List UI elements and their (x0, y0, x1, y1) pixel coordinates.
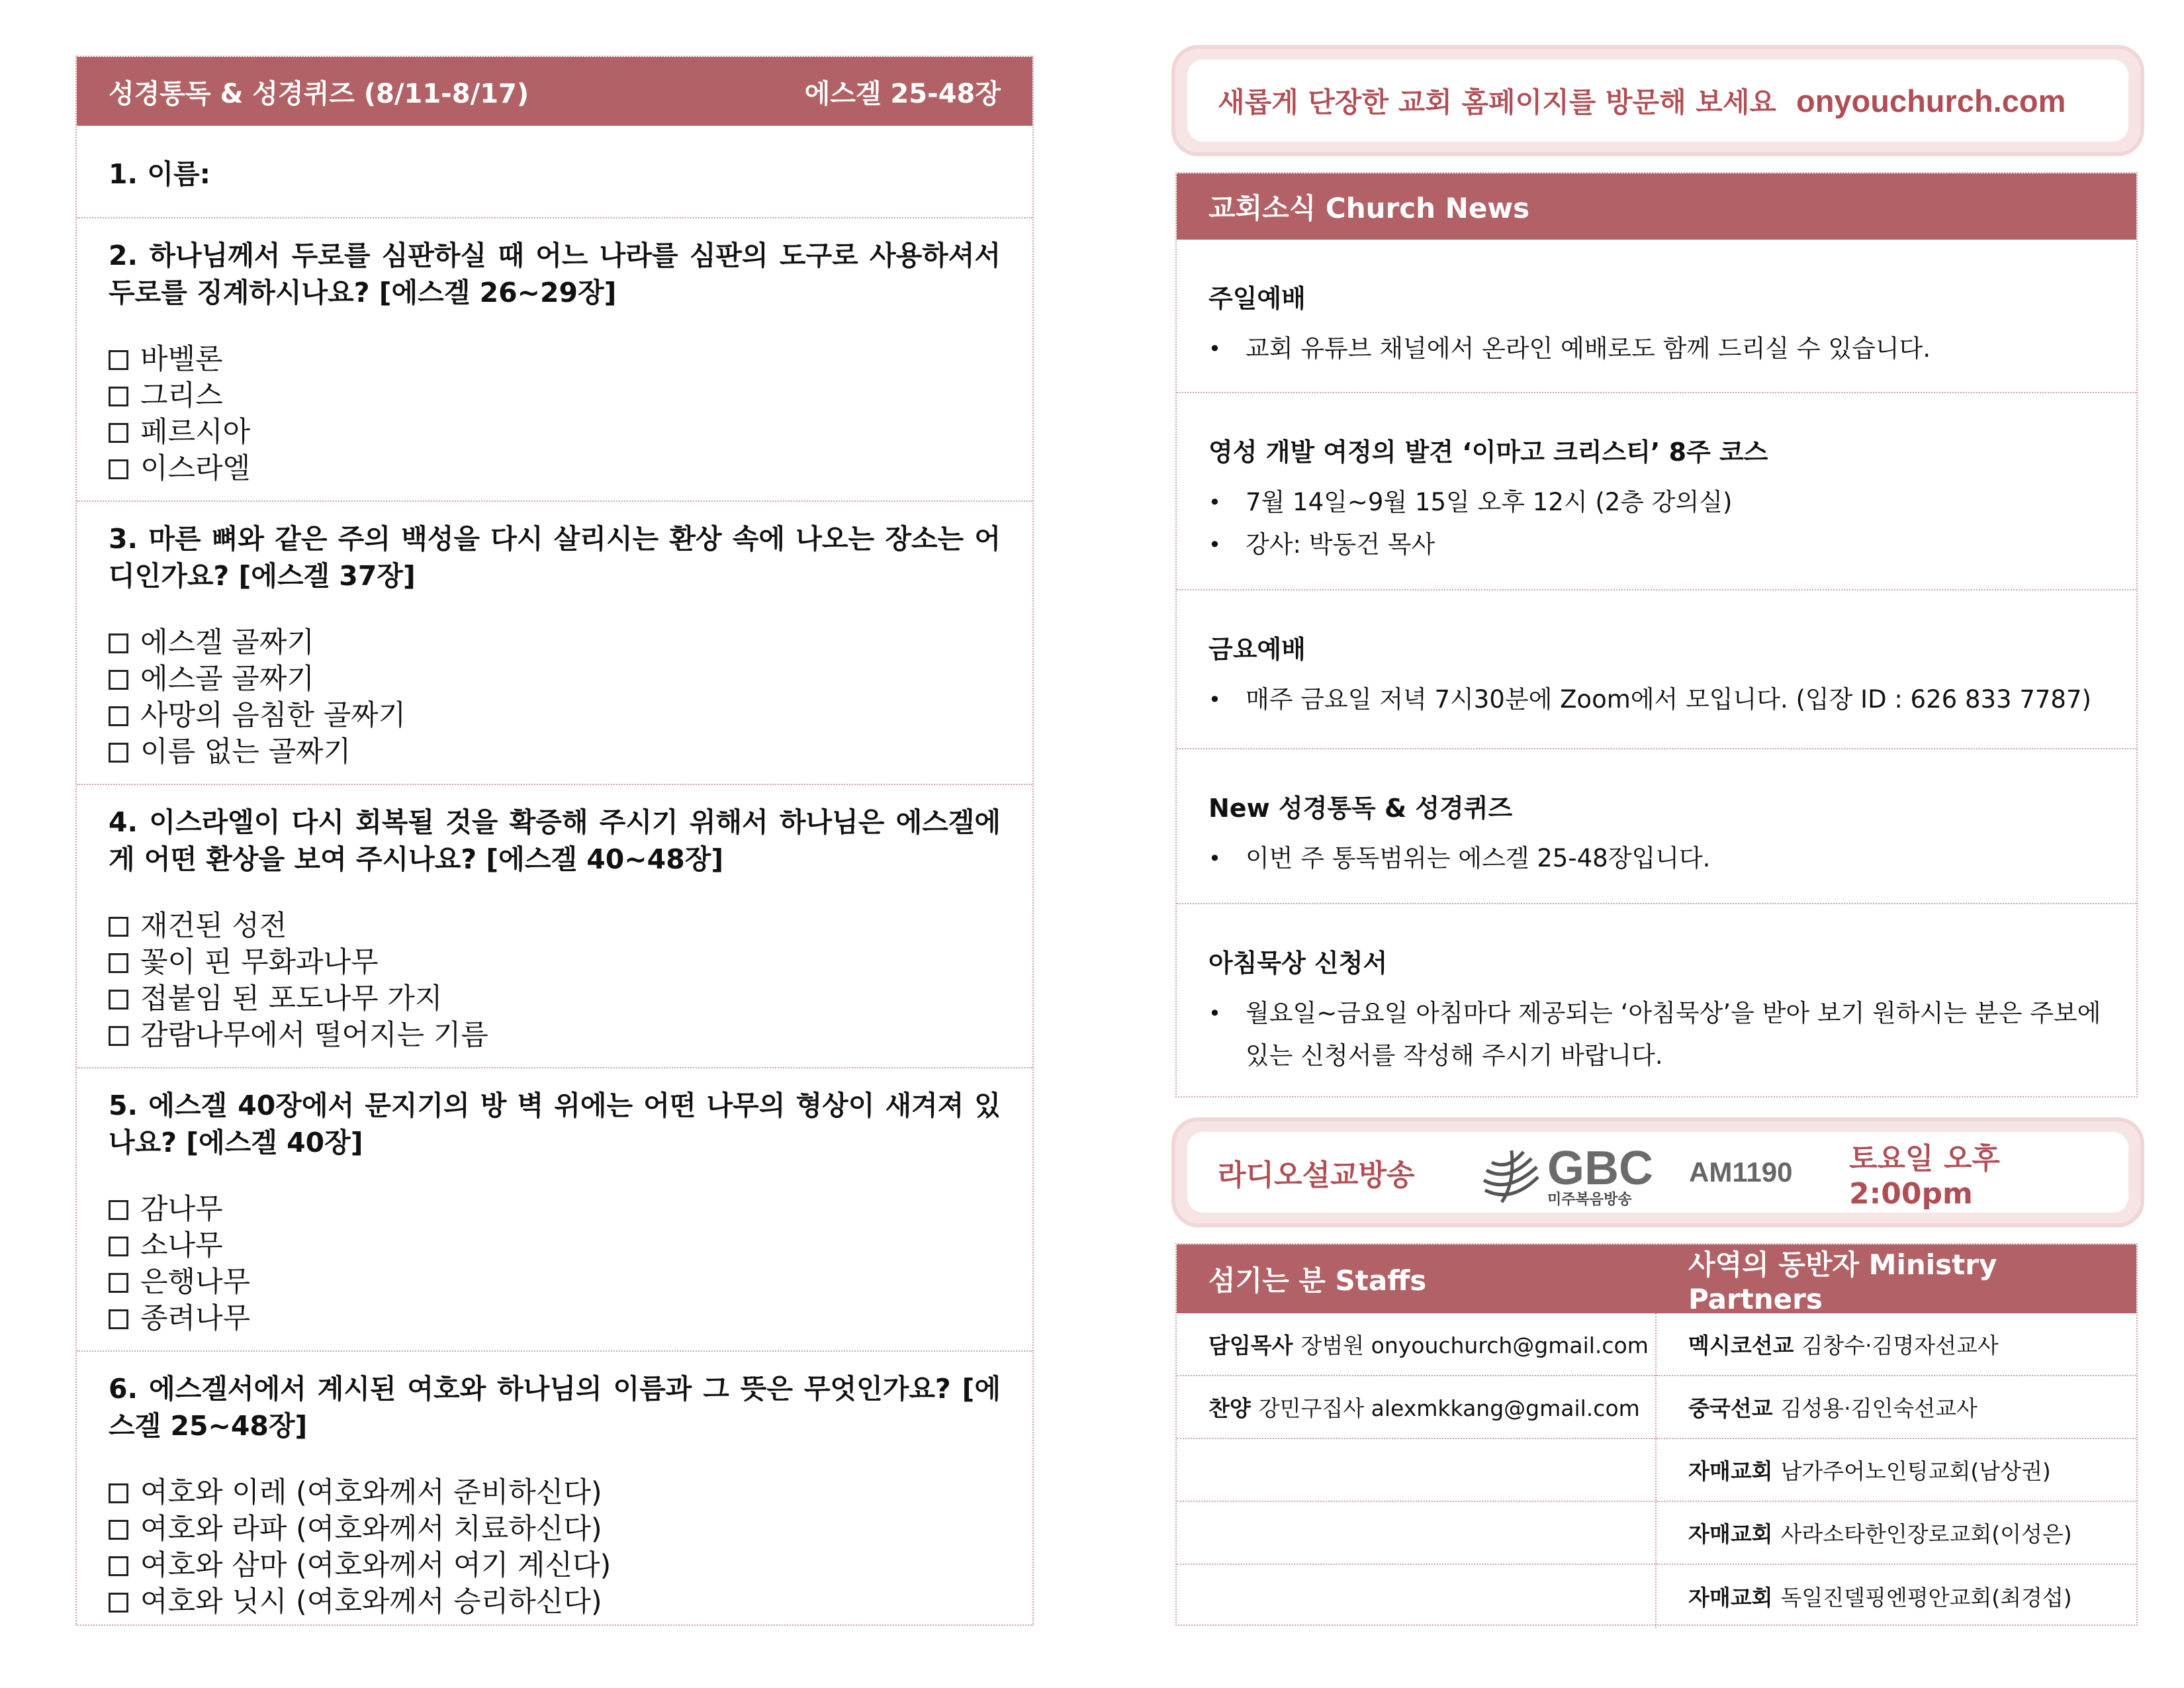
checkbox[interactable] (109, 350, 128, 370)
option[interactable] (109, 945, 1001, 981)
option-label: 그리스 (140, 379, 223, 412)
checkbox[interactable] (109, 1309, 128, 1329)
checkbox[interactable] (109, 387, 128, 406)
staff-row (1177, 1376, 1655, 1439)
gbc-letters: GBC (1547, 1142, 1653, 1195)
news-item (1208, 328, 2105, 370)
option-label: 감나무 (140, 1193, 223, 1226)
option[interactable] (109, 342, 1001, 378)
partner-role: 멕시코선교 (1688, 1333, 1794, 1358)
staff-row (1177, 1565, 1655, 1628)
option[interactable] (109, 1301, 1001, 1337)
checkbox[interactable] (109, 1200, 128, 1220)
question-text: 5. 에스겔 40장에서 문지기의 방 벽 위에는 어떤 나무의 형상이 새겨져 있나요? [에스겔 40장] (109, 1090, 1001, 1158)
staff-grid (1177, 1313, 2136, 1628)
news-morning-devotion (1177, 904, 2136, 1096)
news-item (1208, 524, 2105, 566)
partner-role: 자매교회 (1688, 1585, 1773, 1611)
staff-column (1177, 1313, 1657, 1628)
checkbox[interactable] (109, 633, 128, 653)
option[interactable] (109, 1228, 1001, 1264)
church-news-header: 교회소식 Church News (1177, 173, 2136, 240)
checkbox[interactable] (109, 953, 128, 973)
radio-label: 라디오설교방송 (1218, 1158, 1415, 1192)
globe-icon (1479, 1144, 1545, 1210)
option[interactable] (109, 451, 1001, 487)
option-label: 꽃이 핀 무화과나무 (140, 946, 379, 979)
option-label: 소나무 (140, 1229, 223, 1262)
option[interactable] (109, 1017, 1001, 1054)
news-friday-worship (1177, 590, 2136, 749)
question-text: 4. 이스라엘이 다시 회복될 것을 확증해 주시기 위해서 하나님은 에스겔에게 어떤 환상을 보여 주시나요? [에스겔 40~48장] (109, 806, 1001, 875)
bullet-icon: • (1208, 687, 1221, 712)
question-3 (77, 502, 1032, 785)
news-title: 아침묵상 신청서 (1208, 949, 1388, 978)
option-label: 에스겔 골짜기 (140, 626, 314, 659)
news-sunday-worship (1177, 240, 2136, 393)
partner-role: 중국선교 (1688, 1395, 1773, 1421)
option-label: 에스골 골짜기 (140, 663, 314, 696)
homepage-banner (1171, 45, 2144, 156)
partner-role: 자매교회 (1688, 1521, 1773, 1547)
news-item (1208, 481, 2105, 524)
checkbox[interactable] (109, 1483, 128, 1503)
checkbox[interactable] (109, 1593, 128, 1613)
question-5 (77, 1068, 1032, 1352)
news-item-text: 교회 유튜브 채널에서 온라인 예배로도 함께 드리실 수 있습니다. (1246, 334, 1931, 363)
partner-row (1657, 1565, 2136, 1628)
option[interactable] (109, 734, 1001, 771)
option[interactable] (109, 414, 1001, 451)
radio-time: 토요일 오후 2:00pm (1849, 1141, 2000, 1211)
gbc-logo (1479, 1144, 1653, 1210)
homepage-banner-inner (1187, 60, 2128, 142)
option-label: 여호와 이레 (여호와께서 준비하신다) (140, 1476, 602, 1509)
staff-detail: 강민구집사 alexmkkang@gmail.com (1258, 1395, 1640, 1421)
option-label: 페르시아 (140, 416, 251, 449)
option-label: 여호와 닛시 (여호와께서 승리하신다) (140, 1585, 602, 1618)
option[interactable] (109, 1548, 1001, 1584)
question-6 (77, 1352, 1032, 1632)
bullet-icon: • (1208, 490, 1221, 515)
question-text: 2. 하나님께서 두로를 심판하실 때 어느 나라를 심판의 도구로 사용하셔서 두로를 징계하시나요? [에스겔 26~29장] (109, 240, 1001, 308)
staff-role: 담임목사 (1208, 1333, 1293, 1358)
checkbox[interactable] (109, 1273, 128, 1293)
quiz-range: 에스겔 25-48장 (804, 78, 1001, 109)
gbc-logo-text (1547, 1142, 1653, 1209)
partner-role: 자매교회 (1688, 1458, 1773, 1484)
news-title: 금요예배 (1208, 635, 1306, 664)
gbc-subtitle: 미주복음방송 (1547, 1192, 1632, 1208)
bullet-icon: • (1208, 1001, 1221, 1026)
partners-column (1657, 1313, 2136, 1628)
option-label: 은행나무 (140, 1266, 251, 1299)
partner-detail: 독일진델핑엔평안교회(최경섭) (1780, 1585, 2072, 1611)
radio-frequency: AM1190 (1689, 1156, 1793, 1188)
option[interactable] (109, 698, 1001, 734)
partner-detail: 김성용·김인숙선교사 (1780, 1395, 1978, 1421)
checkbox[interactable] (109, 1026, 128, 1046)
bullet-icon: • (1208, 532, 1221, 557)
radio-banner (1171, 1117, 2144, 1227)
checkbox[interactable] (109, 1237, 128, 1256)
staff-role: 찬양 (1208, 1395, 1251, 1421)
option[interactable] (109, 1584, 1001, 1620)
option-label: 여호와 라파 (여호와께서 치료하신다) (140, 1513, 602, 1546)
question-4 (77, 785, 1032, 1068)
option-label: 감람나무에서 떨어지는 기름 (140, 1019, 488, 1052)
news-imago-christi (1177, 393, 2136, 590)
bullet-icon: • (1208, 846, 1221, 871)
question-text: 3. 마른 뼈와 같은 주의 백성을 다시 살리시는 환상 속에 나오는 장소는 어디인가요? [에스겔 37장] (109, 523, 1001, 592)
bullet-icon: • (1208, 336, 1221, 361)
quiz-panel (75, 56, 1034, 1626)
option[interactable] (109, 378, 1001, 414)
news-item (1208, 837, 2105, 880)
church-news-panel (1175, 172, 2138, 1098)
option[interactable] (109, 1511, 1001, 1548)
checkbox[interactable] (109, 670, 128, 690)
option[interactable] (109, 1475, 1001, 1511)
partner-row (1657, 1376, 2136, 1439)
option[interactable] (109, 1192, 1001, 1228)
checkbox[interactable] (109, 990, 128, 1009)
question-text: 6. 에스겔서에서 계시된 여호와 하나님의 이름과 그 뜻은 무엇인가요? [에스겔 25~48장] (109, 1373, 1001, 1442)
checkbox[interactable] (109, 459, 128, 479)
option-label: 여호와 삼마 (여호와께서 여기 계신다) (140, 1549, 612, 1582)
quiz-title: 성경통독 & 성경퀴즈 (8/11-8/17) (109, 78, 529, 109)
option[interactable] (109, 661, 1001, 698)
news-item-text: 7월 14일~9월 15일 오후 12시 (2층 강의실) (1246, 488, 1733, 516)
news-title: New 성경통독 & 성경퀴즈 (1208, 794, 1513, 823)
staff-header-right: 사역의 동반자 Ministry Partners (1688, 1248, 1997, 1315)
option[interactable] (109, 981, 1001, 1017)
news-item (1208, 679, 2105, 721)
option[interactable] (109, 908, 1001, 945)
staff-panel (1175, 1243, 2138, 1626)
checkbox[interactable] (109, 917, 128, 937)
news-item-text: 이번 주 통독범위는 에스겔 25-48장입니다. (1246, 844, 1711, 872)
partner-detail: 김창수·김명자선교사 (1801, 1333, 1999, 1358)
option-label: 바벨론 (140, 343, 223, 376)
option-label: 재건된 성전 (140, 910, 287, 943)
news-title: 주일예배 (1208, 284, 1306, 313)
option-label: 종려나무 (140, 1302, 251, 1335)
name-label: 1. 이름: (109, 158, 210, 190)
checkbox[interactable] (109, 1520, 128, 1540)
option-label: 이름 없는 골짜기 (140, 735, 351, 769)
checkbox[interactable] (109, 1556, 128, 1576)
checkbox[interactable] (109, 423, 128, 443)
staff-detail: 장범원 onyouchurch@gmail.com (1300, 1333, 1649, 1358)
staff-row (1177, 1313, 1655, 1376)
news-item-text: 매주 금요일 저녁 7시30분에 Zoom에서 모입니다. (입장 ID : 626 833 7787) (1246, 685, 2091, 714)
checkbox[interactable] (109, 706, 128, 726)
quiz-header (77, 57, 1032, 126)
staff-header (1177, 1244, 2136, 1313)
partner-detail: 사라소타한인장로교회(이성은) (1780, 1521, 2072, 1547)
news-item (1208, 992, 2105, 1077)
name-field[interactable] (77, 126, 1032, 218)
partner-row (1657, 1313, 2136, 1376)
option[interactable] (109, 1264, 1001, 1301)
partner-row (1657, 1439, 2136, 1502)
staff-header-left: 섬기는 분 Staffs (1208, 1264, 1427, 1297)
option[interactable] (109, 625, 1001, 661)
staff-row (1177, 1502, 1655, 1565)
partner-row (1657, 1502, 2136, 1565)
staff-row (1177, 1439, 1655, 1502)
news-item-text: 강사: 박동건 목사 (1246, 530, 1435, 559)
option-label: 사망의 음침한 골짜기 (140, 699, 406, 732)
radio-banner-inner (1187, 1132, 2128, 1213)
news-bible-quiz (1177, 749, 2136, 904)
question-2 (77, 218, 1032, 502)
partner-detail: 남가주어노인팅교회(남상권) (1780, 1458, 2051, 1484)
option-label: 이스라엘 (140, 452, 251, 485)
checkbox[interactable] (109, 743, 128, 763)
homepage-link[interactable]: onyouchurch.com (1796, 83, 2066, 118)
news-item-text: 월요일~금요일 아침마다 제공되는 ‘아침묵상’을 받아 보기 원하시는 분은 주보에 있는 신청서를 작성해 주시기 바랍니다. (1246, 999, 2101, 1070)
news-title: 영성 개발 여정의 발견 ‘이마고 크리스티’ 8주 코스 (1208, 438, 1768, 467)
homepage-banner-text: 새롭게 단장한 교회 홈페이지를 방문해 보세요 (1218, 86, 1776, 118)
option-label: 접붙임 된 포도나무 가지 (140, 982, 443, 1015)
